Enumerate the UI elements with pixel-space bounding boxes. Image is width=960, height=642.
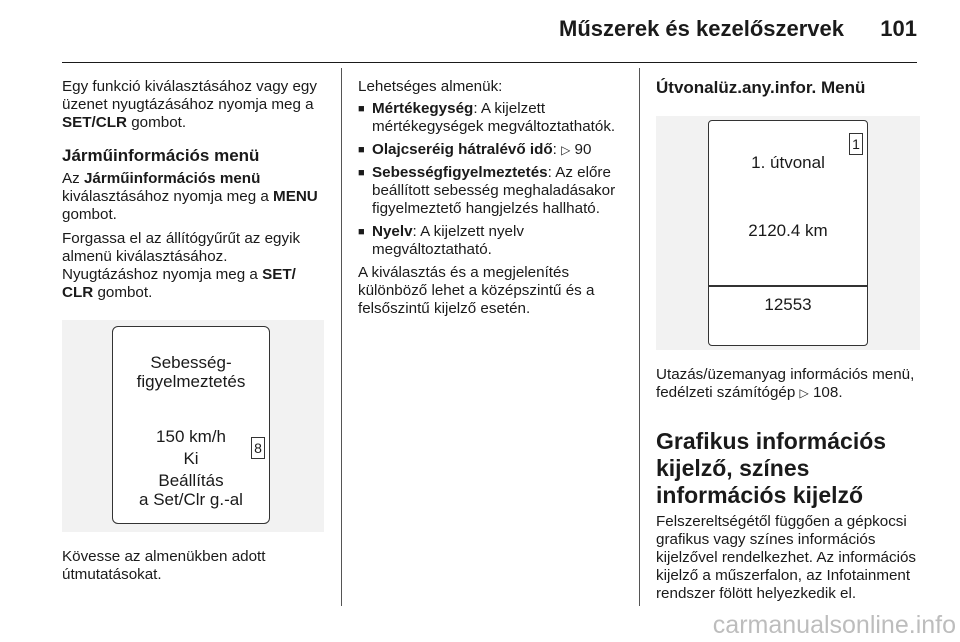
list-item: ■ Nyelv: A kijelzett nyelv megváltoztatható. xyxy=(358,223,628,259)
page-reference-icon: ▷ xyxy=(799,386,809,400)
trip-fuel-menu-heading: Útvonalüz.any.infor. Menü xyxy=(656,78,866,97)
follow-instructions-paragraph: Kövesse az almenükben adott útmutatásokat. xyxy=(62,548,266,583)
trip-menu-caption: Utazás/üzemanyag információs menü, fedélzeti számítógép ▷ 108. xyxy=(656,366,915,401)
speed-warning-display xyxy=(112,326,270,524)
setup-hint: Beállítás a Set/Clr g.-al xyxy=(139,471,243,509)
column-right xyxy=(656,78,926,603)
column-divider xyxy=(341,68,342,606)
state-value: Ki xyxy=(183,449,199,468)
speed-warning-display-illustration xyxy=(62,320,324,532)
trip-display xyxy=(708,120,868,346)
display-divider xyxy=(709,285,867,287)
submenu-list xyxy=(358,100,628,259)
gear-indicator-badge: 1 xyxy=(849,133,863,155)
chapter-title: Műszerek és kezelőszervek xyxy=(559,16,844,41)
list-item: ■ Olajcseréig hátralévő idő: ▷ 90 xyxy=(358,141,628,159)
display-variant-note: A kiválasztás és a megjelenítés különböző lehet a középszintű és a felsőszintű kijelző esetén. xyxy=(358,264,595,317)
intro-paragraph: Egy funkció kiválasztásához vagy egy üzenet nyugtázásához nyomja meg a SET/CLR gombot. xyxy=(62,78,317,131)
menu-button-ref: MENU xyxy=(273,188,318,205)
trip-label: 1. útvonal xyxy=(751,153,825,172)
trip-distance: 2120.4 km xyxy=(748,221,828,240)
speed-value: 150 km/h xyxy=(156,427,226,446)
graphic-display-paragraph: Felszereltségétől függően a gépkocsi grafikus vagy színes információs kijelzővel rendelkezhet. Az információs kijelző a műszerfalon, az Infotainment rendszer fölött helyezkedik el. xyxy=(656,513,916,602)
page-number: 101 xyxy=(880,16,917,41)
list-item: ■ Mértékegység: A kijelzett mértékegységek megváltoztathatók. xyxy=(358,100,628,136)
odometer-value: 12553 xyxy=(764,295,812,314)
confirm-paragraph: Nyugtázáshoz nyomja meg a SET/ CLR gombot. xyxy=(62,266,296,301)
page-header xyxy=(62,0,917,63)
set-clr-button-ref: SET/CLR xyxy=(62,114,127,131)
menu-instruction-paragraph: Az Járműinformációs menü kiválasztásához nyomja meg a MENU gombot. xyxy=(62,170,318,223)
graphic-display-heading: Grafikus információs kijelző, színes információs kijelző xyxy=(656,428,887,508)
submenu-intro: Lehetséges almenük: xyxy=(358,78,503,95)
page-reference-icon: ▷ xyxy=(561,143,571,157)
watermark: carmanualsonline.info xyxy=(592,608,960,642)
display-title: Sebesség- figyelmeztetés xyxy=(136,353,246,391)
adjuster-ring-paragraph: Forgassa el az állítógyűrűt az egyik almenü kiválasztásához. xyxy=(62,230,301,265)
column-divider xyxy=(639,68,640,606)
gear-indicator-badge: 8 xyxy=(251,437,265,459)
vehicle-info-menu-heading: Járműinformációs menü xyxy=(62,146,260,165)
list-item: ■ Sebességfigyelmeztetés: Az előre beállított sebesség meghaladásakor figyelmeztető hangjelzés hallható. xyxy=(358,164,628,218)
column-middle xyxy=(358,78,628,318)
trip-display-illustration xyxy=(656,116,920,350)
column-left xyxy=(62,78,324,584)
